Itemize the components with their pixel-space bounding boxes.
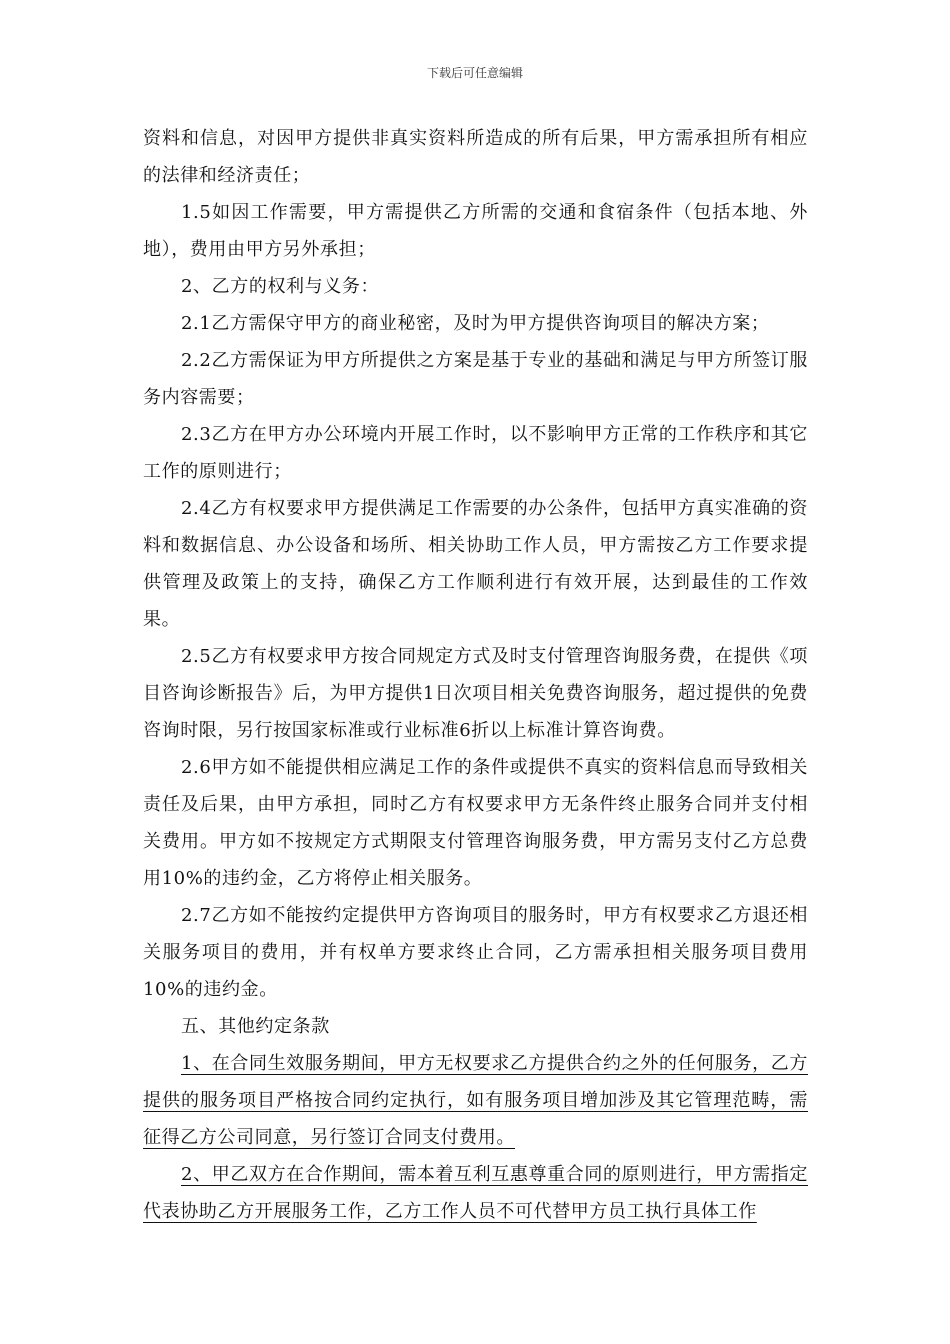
document-body — [143, 120, 808, 1230]
paragraph-other-terms-1: 1、在合同生效服务期间，甲方无权要求乙方提供合约之外的任何服务，乙方提供的服务项目严格按合同约定执行，如有服务项目增加涉及其它管理范畴，需征得乙方公司同意，另行签订合同支付费用。 — [143, 1053, 808, 1148]
page-header-note: 下载后可任意编辑 — [426, 66, 523, 80]
paragraph-2-3: 2.3乙方在甲方办公环境内开展工作时，以不影响甲方正常的工作秩序和其它工作的原则进行； — [143, 424, 808, 482]
paragraph-2-2: 2.2乙方需保证为甲方所提供之方案是基于专业的基础和满足与甲方所签订服务内容需要； — [143, 350, 808, 408]
paragraph-1-5: 1.5如因工作需要，甲方需提供乙方所需的交通和食宿条件（包括本地、外地），费用由甲方另外承担； — [143, 202, 808, 260]
paragraph-other-terms-2: 2、甲乙双方在合作期间，需本着互利互惠尊重合同的原则进行，甲方需指定代表协助乙方开展服务工作，乙方工作人员不可代替甲方员工执行具体工作 — [143, 1164, 808, 1222]
paragraph-2-4: 2.4乙方有权要求甲方提供满足工作需要的办公条件，包括甲方真实准确的资料和数据信息、办公设备和场所、相关协助工作人员，甲方需按乙方工作要求提供管理及政策上的支持，确保乙方工作顺利进行有效开展，达到最佳的工作效果。 — [143, 498, 808, 630]
section-heading-party-b-rights: 2、乙方的权利与义务： — [181, 276, 380, 297]
paragraph-2-5: 2.5乙方有权要求甲方按合同规定方式及时支付管理咨询服务费，在提供《项目咨询诊断报告》后，为甲方提供1日次项目相关免费咨询服务，超过提供的免费咨询时限，另行按国家标准或行业标准6折以上标准计算咨询费。 — [143, 646, 808, 741]
paragraph-2-6: 2.6甲方如不能提供相应满足工作的条件或提供不真实的资料信息而导致相关责任及后果，由甲方承担，同时乙方有权要求甲方无条件终止服务合同并支付相关费用。甲方如不按规定方式期限支付管理咨询服务费，甲方需另支付乙方总费用10%的违约金，乙方将停止相关服务。 — [143, 757, 808, 889]
paragraph-2-1: 2.1乙方需保守甲方的商业秘密，及时为甲方提供咨询项目的解决方案； — [181, 313, 770, 334]
section-heading-other-terms: 五、其他约定条款 — [181, 1016, 330, 1037]
paragraph-2-7: 2.7乙方如不能按约定提供甲方咨询项目的服务时，甲方有权要求乙方退还相关服务项目的费用，并有权单方要求终止合同，乙方需承担相关服务项目费用10%的违约金。 — [143, 905, 808, 1000]
paragraph-1: 资料和信息，对因甲方提供非真实资料所造成的所有后果，甲方需承担所有相应的法律和经济责任； — [143, 128, 808, 186]
